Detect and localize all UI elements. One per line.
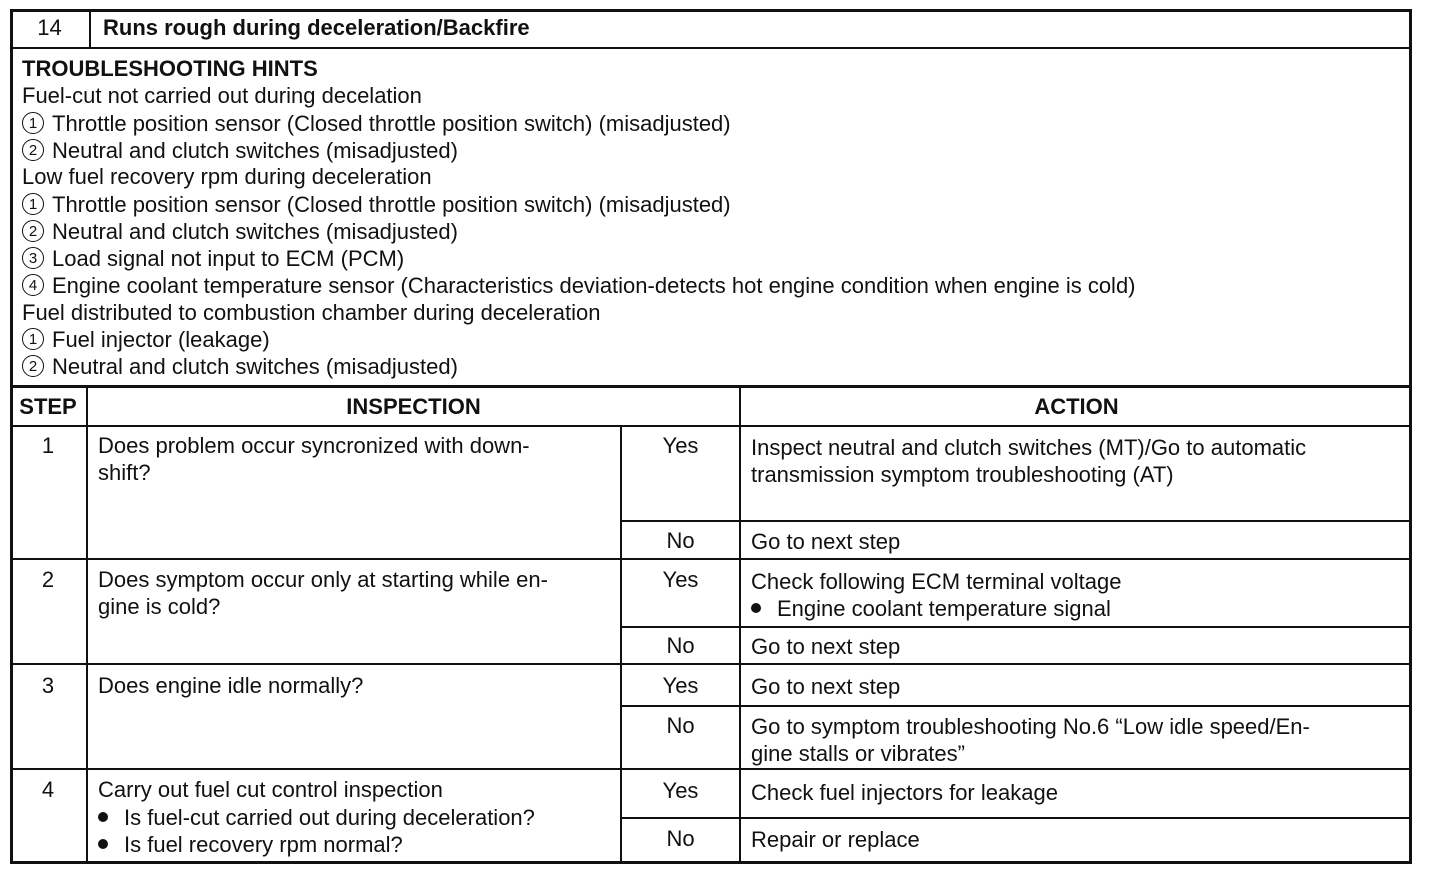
step-3-bottom-line bbox=[10, 768, 1412, 770]
circled-number-icon: 1 bbox=[22, 112, 44, 134]
hint-item bbox=[22, 218, 458, 245]
hint-item bbox=[22, 110, 731, 137]
column-header-line bbox=[10, 425, 1412, 427]
step-column-line bbox=[86, 385, 88, 864]
inspection-text: Does symptom occur only at starting while en- bbox=[98, 567, 548, 592]
yes-label: Yes bbox=[662, 778, 699, 803]
no-label: No bbox=[666, 633, 695, 658]
hint-item-text: Throttle position sensor (Closed throttle position switch) (misadjusted) bbox=[52, 111, 731, 136]
step-number: 3 bbox=[41, 673, 55, 698]
step-1-bottom-line bbox=[10, 558, 1412, 560]
yes-label: Yes bbox=[662, 673, 699, 698]
hint-item bbox=[22, 245, 404, 272]
action-column-line bbox=[739, 385, 741, 864]
circled-number-icon: 2 bbox=[22, 139, 44, 161]
inspection-text: Carry out fuel cut control inspection bbox=[98, 777, 443, 802]
action-text: Check fuel injectors for leakage bbox=[751, 780, 1058, 805]
hint-group-title: Fuel distributed to combustion chamber during deceleration bbox=[22, 300, 601, 325]
step-3-mid-line bbox=[620, 705, 1412, 707]
inspection-text: Does engine idle normally? bbox=[98, 673, 364, 698]
step-2-bottom-line bbox=[10, 663, 1412, 665]
step-column-header: STEP bbox=[19, 394, 77, 419]
header-divider bbox=[89, 9, 91, 49]
circled-number-icon: 1 bbox=[22, 328, 44, 350]
action-text: Go to next step bbox=[751, 674, 901, 699]
circled-number-icon: 3 bbox=[22, 247, 44, 269]
bullet-icon bbox=[98, 812, 108, 822]
hint-item bbox=[22, 137, 458, 164]
circled-number-icon: 1 bbox=[22, 193, 44, 215]
step-number: 1 bbox=[41, 433, 55, 458]
header-bottom-line bbox=[10, 47, 1412, 49]
step-1-mid-line bbox=[620, 520, 1412, 522]
bullet-icon bbox=[98, 839, 108, 849]
no-label: No bbox=[666, 826, 695, 851]
hint-item-text: Neutral and clutch switches (misadjusted) bbox=[52, 219, 458, 244]
hint-item-text: Neutral and clutch switches (misadjusted) bbox=[52, 138, 458, 163]
action-text: Go to next step bbox=[751, 529, 901, 554]
hint-item bbox=[22, 326, 270, 353]
inspection-bullet-text: Is fuel-cut carried out during deceleration? bbox=[124, 805, 535, 830]
circled-number-icon: 2 bbox=[22, 355, 44, 377]
hints-heading: TROUBLESHOOTING HINTS bbox=[22, 56, 318, 81]
yes-label: Yes bbox=[662, 567, 699, 592]
yes-label: Yes bbox=[662, 433, 699, 458]
action-text: Inspect neutral and clutch switches (MT)/Go to automatic bbox=[751, 435, 1307, 460]
inspection-bullet-text: Is fuel recovery rpm normal? bbox=[124, 832, 403, 857]
circled-number-icon: 2 bbox=[22, 220, 44, 242]
step-4-mid-line bbox=[620, 817, 1412, 819]
step-number: 4 bbox=[41, 777, 55, 802]
symptom-number: 14 bbox=[37, 15, 62, 40]
no-label: No bbox=[666, 713, 695, 738]
action-column-header: ACTION bbox=[1034, 394, 1119, 419]
action-text: Repair or replace bbox=[751, 827, 920, 852]
action-bullet-item bbox=[751, 595, 1111, 622]
action-text: gine stalls or vibrates” bbox=[751, 741, 965, 766]
inspection-text: Does problem occur syncronized with down- bbox=[98, 433, 530, 458]
action-text: Go to next step bbox=[751, 634, 901, 659]
action-text: Go to symptom troubleshooting No.6 “Low idle speed/En- bbox=[751, 714, 1310, 739]
action-bullet-text: Engine coolant temperature signal bbox=[777, 596, 1111, 621]
hint-item bbox=[22, 353, 458, 380]
symptom-title: Runs rough during deceleration/Backfire bbox=[103, 15, 530, 40]
hint-item-text: Fuel injector (leakage) bbox=[52, 327, 270, 352]
circled-number-icon: 4 bbox=[22, 274, 44, 296]
inspection-text: gine is cold? bbox=[98, 594, 221, 619]
inspection-bullet-item bbox=[98, 804, 535, 831]
step-2-mid-line bbox=[620, 626, 1412, 628]
hint-item-text: Throttle position sensor (Closed throttle position switch) (misadjusted) bbox=[52, 192, 731, 217]
hint-group-title: Low fuel recovery rpm during deceleration bbox=[22, 164, 432, 189]
no-label: No bbox=[666, 528, 695, 553]
hint-group-title: Fuel-cut not carried out during decelation bbox=[22, 83, 422, 108]
hint-item-text: Neutral and clutch switches (misadjusted) bbox=[52, 354, 458, 379]
hint-item-text: Engine coolant temperature sensor (Characteristics deviation-detects hot engine condition when engine is cold) bbox=[52, 273, 1136, 298]
bullet-icon bbox=[751, 603, 761, 613]
hint-item bbox=[22, 272, 1136, 299]
hint-item bbox=[22, 191, 731, 218]
action-text: transmission symptom troubleshooting (AT) bbox=[751, 462, 1174, 487]
action-text: Check following ECM terminal voltage bbox=[751, 569, 1122, 594]
inspection-column-header: INSPECTION bbox=[346, 394, 481, 419]
inspection-text: shift? bbox=[98, 460, 151, 485]
hint-item-text: Load signal not input to ECM (PCM) bbox=[52, 246, 405, 271]
hints-bottom-line bbox=[10, 385, 1412, 388]
inspection-bullet-item bbox=[98, 831, 403, 858]
step-number: 2 bbox=[41, 567, 55, 592]
